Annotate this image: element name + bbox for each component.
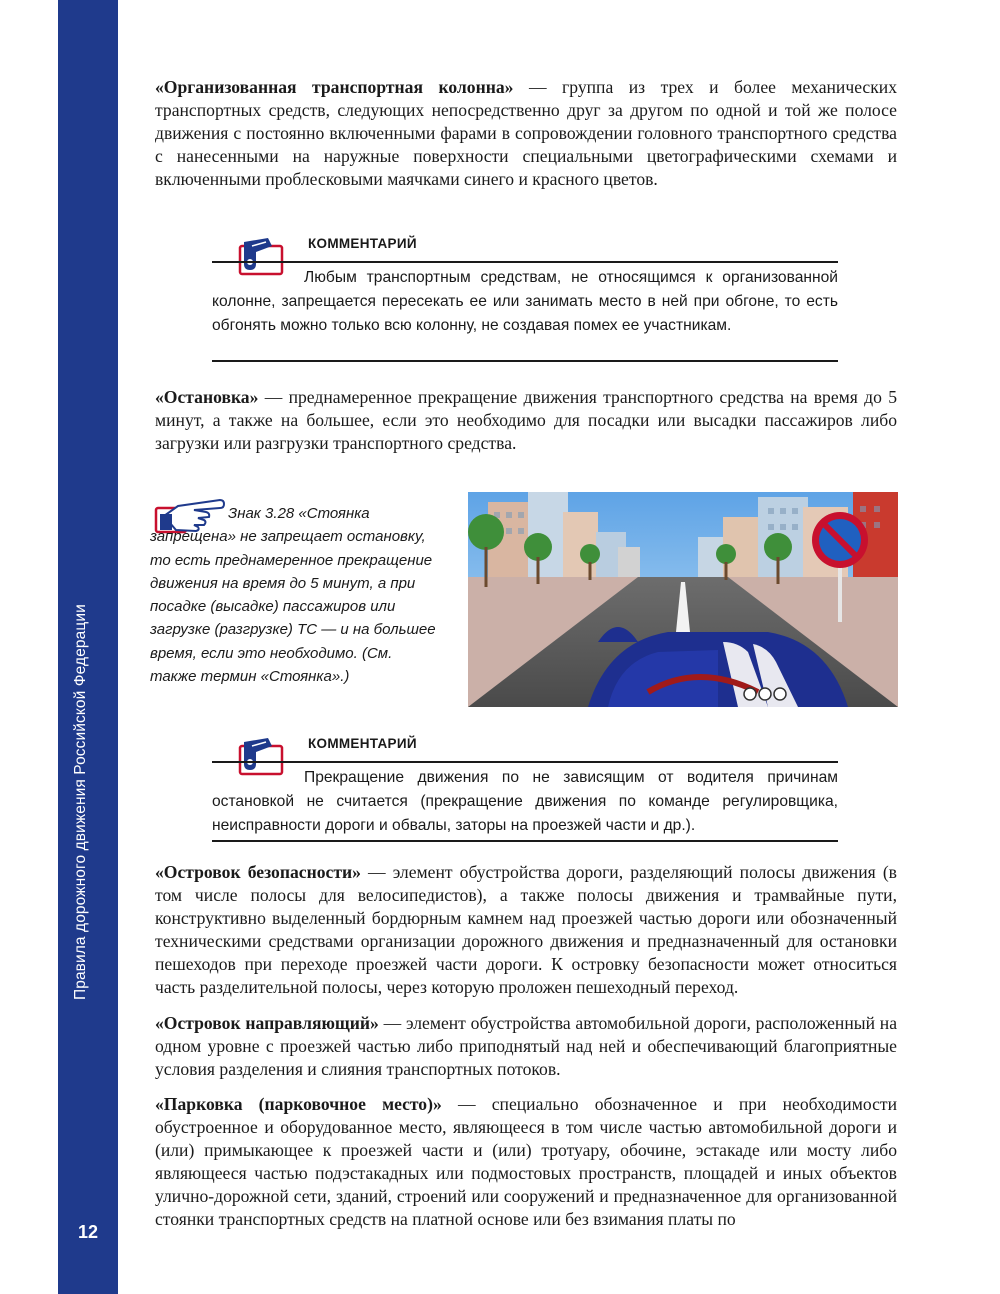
definition-text: — элемент обустройства дороги, разделяющий полосы движения (в том числе полосы для велосипедистов), а также полосы движения и трамвайные пути, конструктивно выделенный бордюрным камнем над проезжей частью дороги или обозначенный техническими средствами организации дорожного движения и предназначенный для остановки пешеходов при переходе проезжей части дороги. К островку безопасности может относиться часть разделительной полосы, через которую проложен пешеходный переход. (155, 862, 897, 997)
comment-heading: КОММЕНТАРИЙ (308, 236, 417, 251)
comment-box (150, 236, 838, 366)
sign-note-content: Знак 3.28 «Стоянка запрещена» не запрещает остановку, то есть преднамеренное прекращение движения на время до 5 минут, а при посадке (высадке) пассажиров или загрузке (разгрузке) ТС — и на большее время, если это необходимо. (См. также термин «Стоянка».) (150, 505, 436, 686)
page-number: 12 (77, 1222, 99, 1242)
definition-term: «Организованная транспортная колонна» (155, 77, 514, 97)
comment-top-rule (212, 261, 838, 263)
book-title: Правила дорожного движения Российской Федерации (72, 604, 89, 1000)
sidebar (0, 0, 118, 1294)
sign-note-text (150, 502, 440, 688)
definition-term: «Остановка» (155, 387, 259, 407)
definition-term: «Островок безопасности» (155, 862, 361, 882)
definition-text: — специально обозначенное и при необходимости обустроенное и оборудованное место, являющееся в том числе частью автомобильной дороги и (или) примыкающее к проезжей части и (или) тротуару, обочине, эстакаде или мосту либо являющееся частью подэстакадных или подмостовых пространств, площадей и иных объектов улично-дорожной сети, зданий, строений или сооружений и предназначенное для организованной стоянки транспортных средств на платной основе или без взимания платы по (155, 1094, 898, 1229)
comment-text: Прекращение движения по не зависящим от водителя причинам остановкой не считается (прекращение движения по команде регулировщика, неисправности дороги и обвалы, заторы на проезжей части и др.). (212, 769, 838, 834)
definition-parking (155, 1093, 897, 1231)
definition-guide-island (155, 1012, 897, 1081)
comment-box (150, 736, 838, 846)
comment-text: Любым транспортным средствам, не относящимся к организованной колонне, запрещается пересекать ее или занимать место в ней при обгоне, то есть обгонять можно только всю колонну, не создавая помех ее участникам. (212, 269, 838, 334)
definition-stop (155, 386, 897, 455)
comment-bottom-rule (212, 360, 838, 362)
comment-bottom-rule (212, 840, 838, 842)
definition-text: — группа из трех и более механических транспортных средств, следующих непосредственно друг за другом по одной и той же полосе движения с постоянно включенными фарами в сопровождении головного транспортного средства с нанесенными на наружные поверхности специальными цветографическими схемами и включенными проблесковыми маячками синего и красного цветов. (155, 77, 898, 189)
comment-top-rule (212, 761, 838, 763)
definition-term: «Островок направляющий» (155, 1013, 379, 1033)
definition-text: — преднамеренное прекращение движения транспортного средства на время до 5 минут, а также на большее, если это необходимо для посадки или высадки пассажиров либо загрузки или разгрузки транспортного средства. (155, 387, 897, 453)
definition-term: «Парковка (парковочное место)» (155, 1094, 442, 1114)
definition-column (155, 76, 897, 191)
road-scene-illustration (468, 492, 898, 707)
comment-heading: КОММЕНТАРИЙ (308, 736, 417, 751)
definition-safety-island (155, 861, 897, 999)
definition-text: — элемент обустройства автомобильной дороги, расположенный на одном уровне с проезжей частью либо приподнятый над ней и обеспечивающий благоприятные условия разделения и слияния транспортных потоков. (155, 1013, 898, 1079)
